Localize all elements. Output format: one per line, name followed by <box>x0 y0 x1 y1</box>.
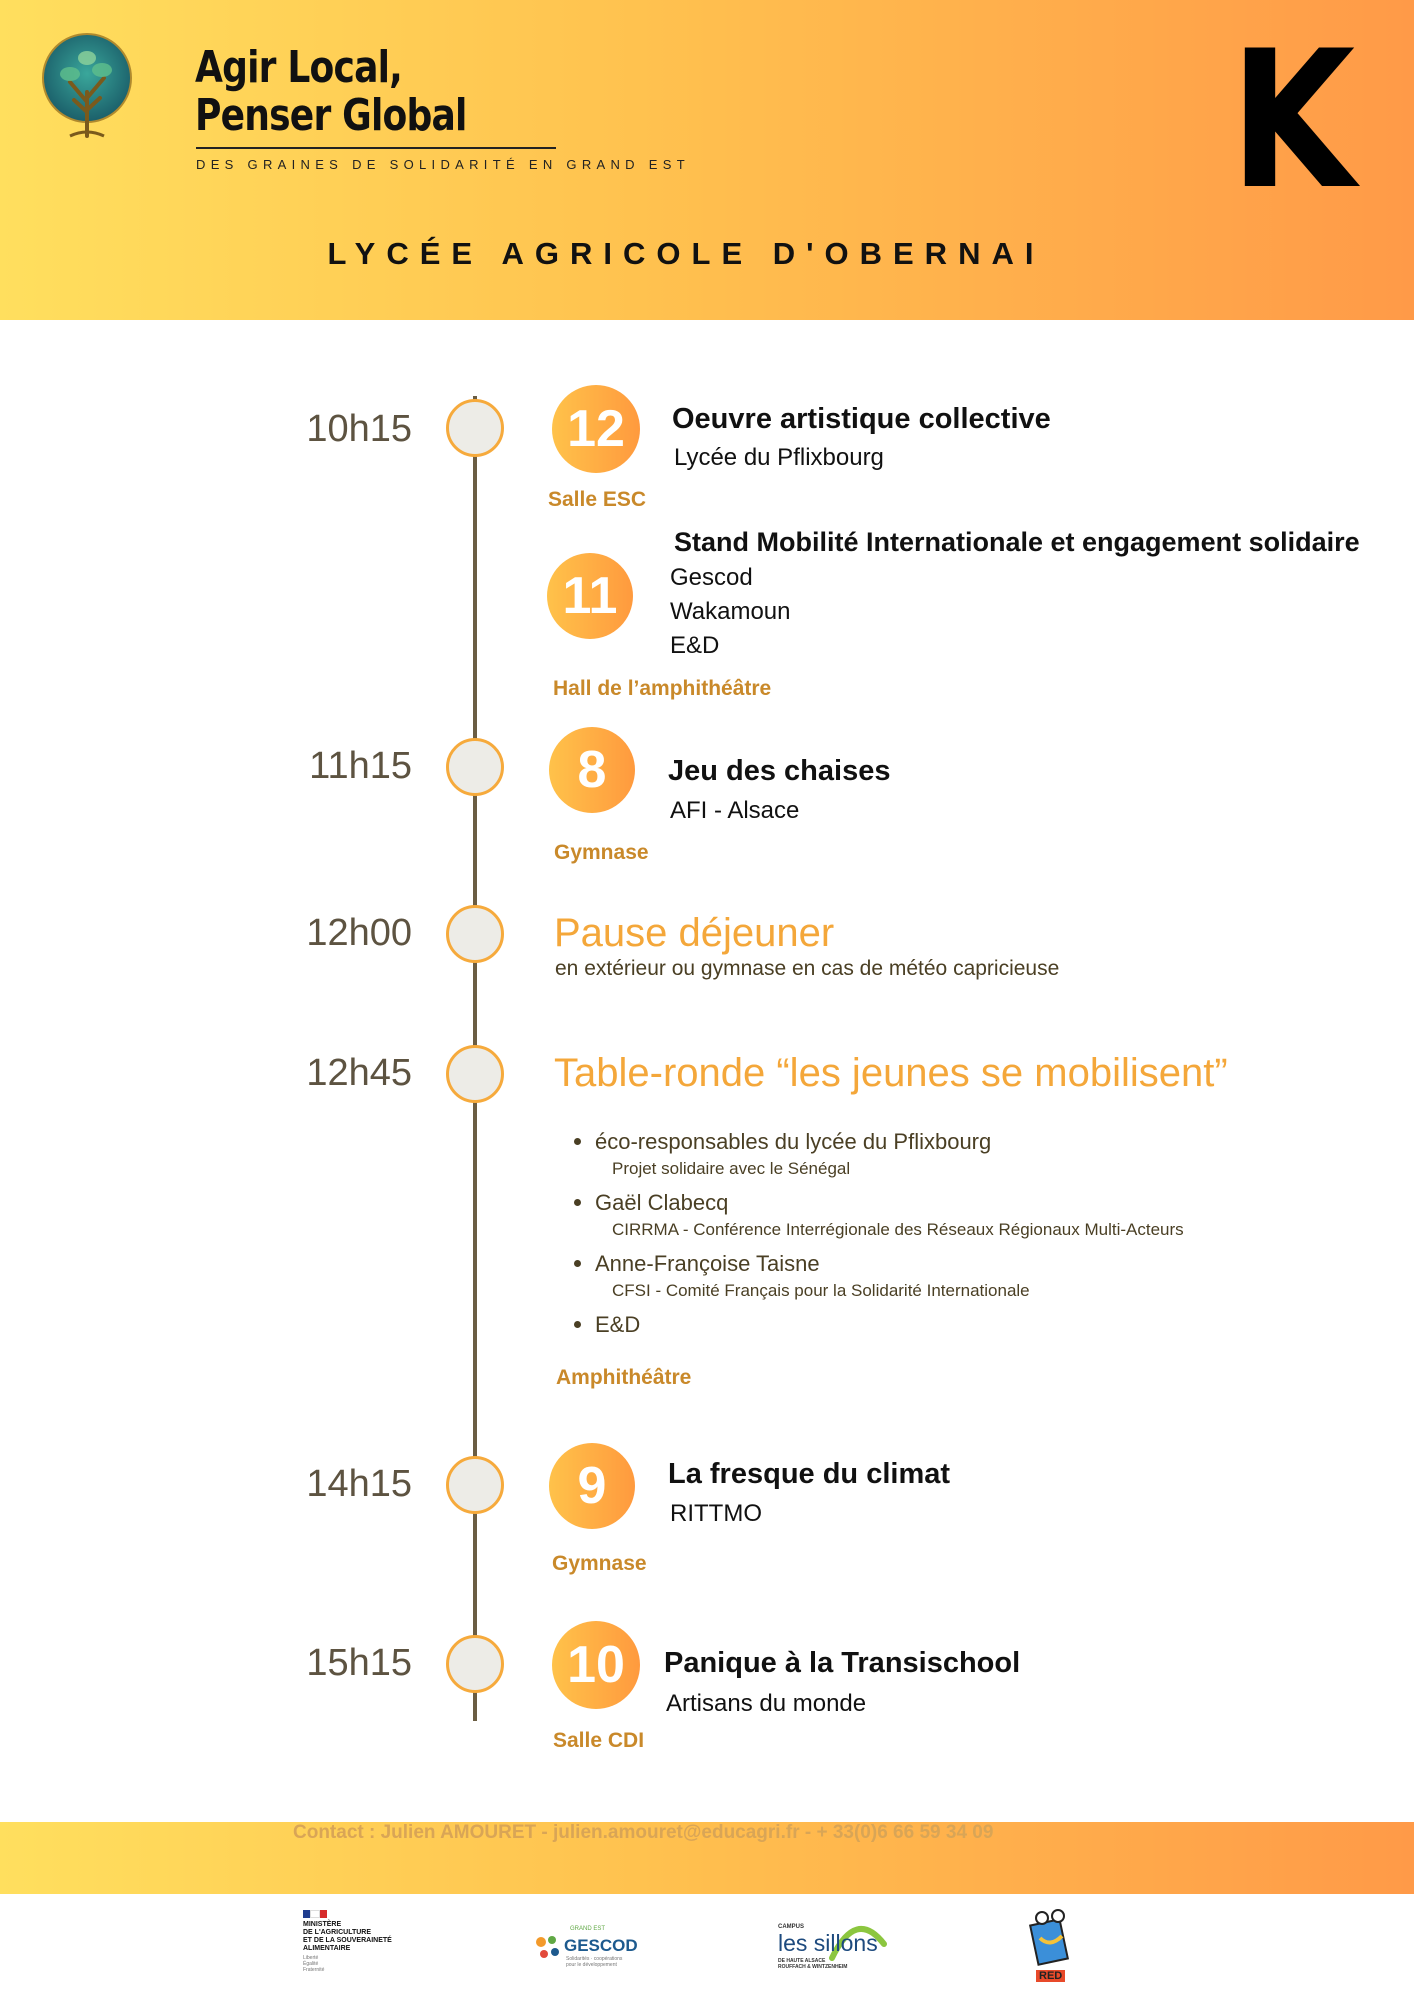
french-flag-icon <box>303 1910 327 1918</box>
list-item <box>562 1250 1184 1304</box>
round-table-title: Table-ronde “les jeunes se mobilisent” <box>554 1051 1228 1095</box>
sillons-logo <box>778 1910 890 1982</box>
speaker-name: Anne-Françoise Taisne <box>595 1251 820 1276</box>
room-label: Hall de l’amphithéâtre <box>553 677 772 700</box>
bullet-icon <box>574 1138 581 1145</box>
speaker-desc: Projet solidaire avec le Sénégal <box>612 1159 851 1178</box>
route-letter: K <box>1230 10 1356 231</box>
activity-org: RITTMO <box>670 1500 762 1527</box>
room-label: Salle ESC <box>548 488 647 511</box>
activity-number-badge: 8 <box>549 727 635 813</box>
lunch-subtitle: en extérieur ou gymnase en cas de météo capricieuse <box>555 957 1060 980</box>
activity-title: Stand Mobilité Internationale et engagement solidaire <box>674 527 1360 557</box>
speaker-list <box>562 1128 1184 1346</box>
sillons-wordmark: les sillons <box>778 1930 878 1956</box>
speaker-name: Gaël Clabecq <box>595 1190 729 1215</box>
sillons-subtitle: DE HAUTE ALSACE ROUFFACH & WINTZENHEIM <box>778 1958 848 1970</box>
speaker-desc: CFSI - Comité Français pour la Solidarité Internationale <box>612 1281 1030 1300</box>
gescod-subtitle: Solidarités · coopérations pour le développement <box>566 1956 623 1968</box>
activity-number-badge: 12 <box>552 385 640 473</box>
contact-line: Contact : Julien AMOURET - julien.amouret@educagri.fr - + 33(0)6 66 59 34 09 <box>293 1822 994 1843</box>
activity-org: Gescod <box>670 564 753 591</box>
sillons-campus: CAMPUS <box>778 1924 805 1930</box>
brand-tagline: DES GRAINES DE SOLIDARITÉ EN GRAND EST <box>196 157 690 172</box>
speaker-desc: CIRRMA - Conférence Interrégionale des Réseaux Régionaux Multi-Acteurs <box>612 1220 1184 1239</box>
list-item <box>562 1189 1184 1243</box>
time-label: 12h45 <box>306 1052 412 1094</box>
room-label: Amphithéâtre <box>556 1366 692 1389</box>
activity-org: E&D <box>670 632 720 659</box>
time-label: 14h15 <box>306 1463 412 1505</box>
timeline-node <box>446 738 504 796</box>
activity-number-badge: 11 <box>547 553 633 639</box>
activity-org: Artisans du monde <box>666 1690 867 1717</box>
activity-title: Oeuvre artistique collective <box>672 403 1051 435</box>
timeline-node <box>446 1635 504 1693</box>
speaker-name: E&D <box>595 1312 641 1337</box>
brand-title: Agir Local, Penser Global <box>195 42 467 141</box>
gescod-region: GRAND EST <box>570 1926 606 1932</box>
list-item <box>562 1128 1184 1182</box>
gescod-mark-icon <box>532 1932 562 1962</box>
room-label: Gymnase <box>554 841 649 864</box>
gescod-logo <box>532 1910 644 1982</box>
speaker-name: éco-responsables du lycée du Pflixbourg <box>595 1129 992 1154</box>
ministry-name: MINISTÈRE DE L'AGRICULTURE ET DE LA SOUVERAINETÉ ALIMENTAIRE <box>303 1921 392 1952</box>
red-mascot-icon <box>1020 1908 1080 1970</box>
time-label: 15h15 <box>306 1642 412 1684</box>
time-label: 10h15 <box>306 408 412 450</box>
gescod-wordmark: GESCOD <box>564 1936 638 1955</box>
tree-logo-icon <box>40 32 134 146</box>
activity-org: Lycée du Pflixbourg <box>674 444 884 471</box>
room-label: Gymnase <box>552 1552 647 1575</box>
time-label: 11h15 <box>309 745 412 787</box>
room-label: Salle CDI <box>553 1729 645 1752</box>
red-label: RED <box>1036 1970 1065 1982</box>
bullet-icon <box>574 1321 581 1328</box>
timeline-node <box>446 905 504 963</box>
activity-org: Wakamoun <box>670 598 791 625</box>
timeline-node <box>446 1456 504 1514</box>
bullet-icon <box>574 1199 581 1206</box>
activity-title: Panique à la Transischool <box>664 1647 1021 1679</box>
bullet-icon <box>574 1260 581 1267</box>
activity-title: Jeu des chaises <box>668 755 891 787</box>
activity-number-badge: 10 <box>552 1621 640 1709</box>
activity-org: AFI - Alsace <box>670 797 800 824</box>
red-logo <box>1020 1908 1080 1986</box>
ministry-motto: Liberté Égalité Fraternité <box>303 1955 325 1973</box>
activity-number-badge: 9 <box>549 1443 635 1529</box>
activity-title: La fresque du climat <box>668 1458 951 1490</box>
time-label: 12h00 <box>306 912 412 954</box>
ministry-logo <box>303 1910 423 1982</box>
timeline-node <box>446 399 504 457</box>
brand-divider <box>196 147 556 149</box>
list-item <box>562 1311 1184 1339</box>
lunch-title: Pause déjeuner <box>554 911 835 955</box>
timeline-node <box>446 1045 504 1103</box>
venue-title: LYCÉE AGRICOLE D'OBERNAI <box>327 236 1045 271</box>
